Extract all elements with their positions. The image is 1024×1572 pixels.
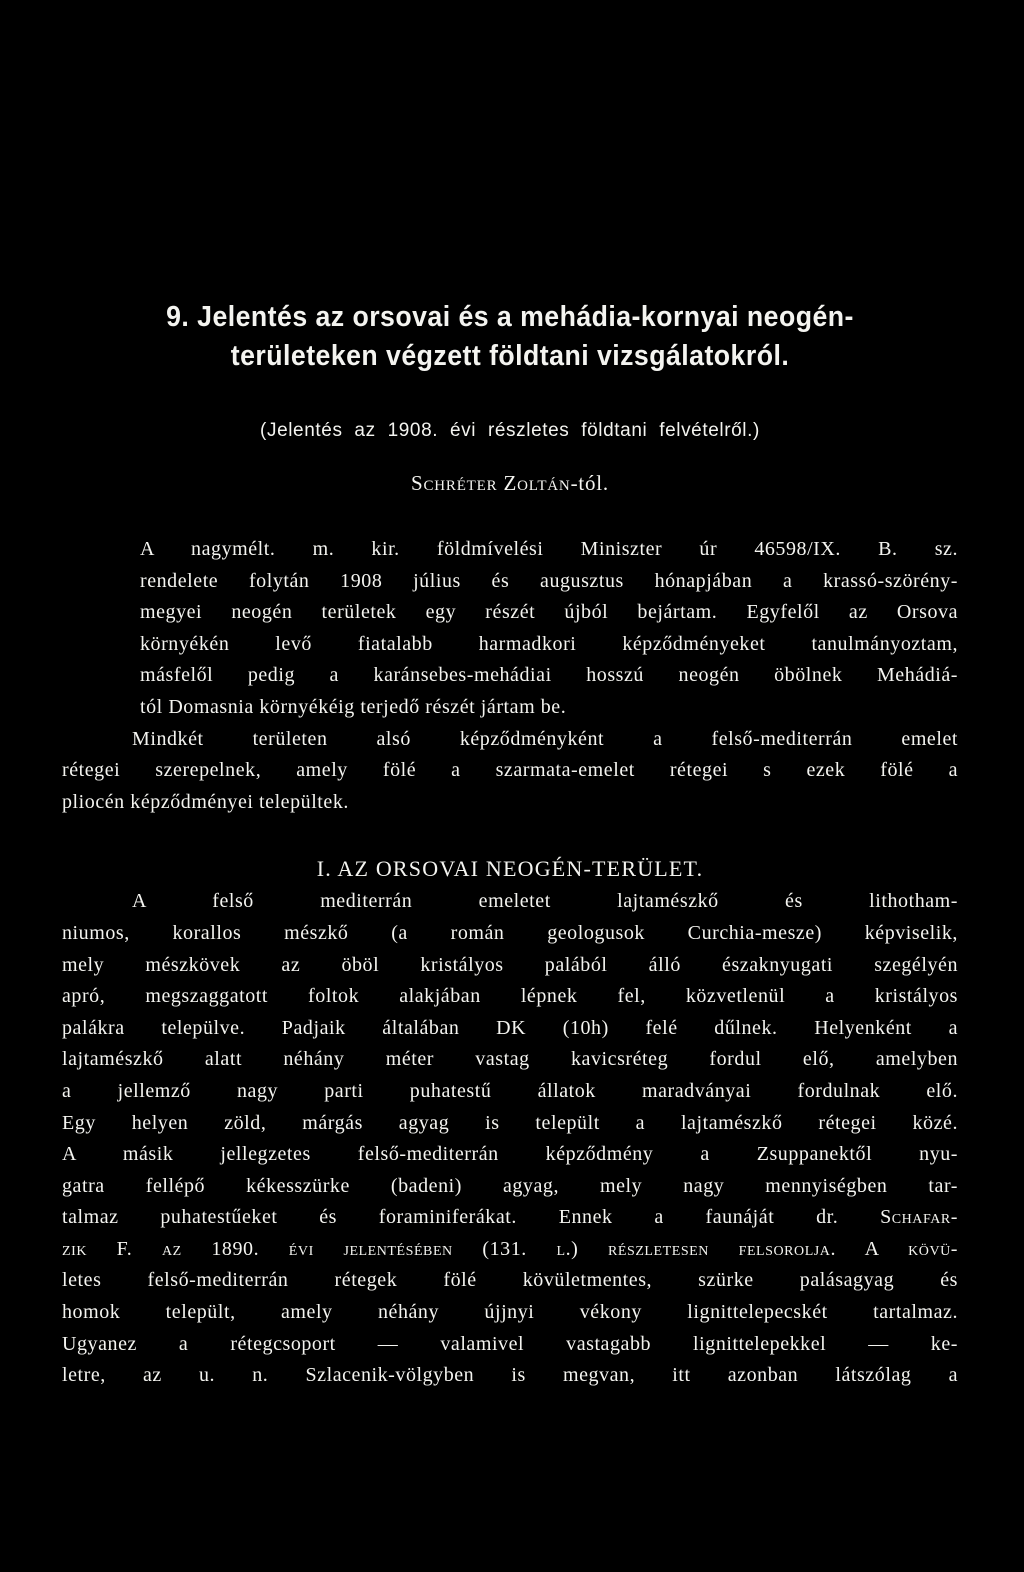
para3-line-10: gatra fellépő kékesszürke (badeni) agyag, mely nagy mennyiségben tar-: [62, 1174, 958, 1197]
para3-line-6: lajtamészkő alatt néhány méter vastag kavicsréteg fordul elő, amelyben: [62, 1048, 958, 1071]
title-line-1: 9. Jelentés az orsovai és a mehádia-kornyai neogén-: [166, 301, 854, 333]
paragraph-intro: [62, 534, 958, 724]
para3-line-14: homok települt, amely néhány újjnyi vékony lignittelepecskét tartalmaz.: [62, 1301, 958, 1324]
para1-line-3: megyei neogén területek egy részét újból bejártam. Egyfelől az Orsova: [140, 601, 958, 624]
para3-line-7: a jellemző nagy parti puhatestű állatok maradványai fordulnak elő.: [62, 1079, 958, 1102]
para3-line-12-text: zik F. az 1890. évi jelentésében (131. l.) részletesen felsorolja. A kövü-: [62, 1237, 958, 1260]
para1-line-5: másfelől pedig a karánsebes-mehádiai hosszú neogén öbölnek Mehádiá-: [140, 664, 958, 687]
para3-line-11-text: talmaz puhatestűeket és foraminiferákat. Ennek a faunáját dr.: [62, 1206, 839, 1229]
para1-line-2: rendelete folytán 1908 július és augusztus hónapjában a krassó-szörény-: [140, 569, 958, 592]
para3-line-12: [62, 1234, 958, 1266]
para3-line-3: mely mészkövek az öböl kristályos palából álló északnyugati szegélyén: [62, 953, 958, 976]
paragraph-strata: [62, 724, 958, 819]
para3-line-4: apró, megszaggatott foltok alakjában lépnek fel, közvetlenül a kristályos: [62, 985, 958, 1008]
para3-line-9: A másik jellegzetes felső-mediterrán képződmény a Zsuppanektől nyu-: [62, 1143, 958, 1166]
para2-line-2: rétegei szerepelnek, amely fölé a szarmata-emelet rétegei s ezek fölé a: [62, 759, 958, 782]
para3-line-1: A felső mediterrán emeletet lajtamészkő és lithotham-: [132, 890, 958, 913]
para2-line-1: Mindkét területen alsó képződményként a felső-mediterrán emelet: [132, 727, 958, 750]
para1-line-1: A nagymélt. m. kir. földmívelési Miniszter úr 46598/IX. B. sz.: [140, 538, 958, 560]
para3-line-5: palákra települve. Padjaik általában DK (10h) felé dűlnek. Helyenként a: [62, 1016, 958, 1039]
para1-line-4: környékén levő fiatalabb harmadkori képződményeket tanulmányoztam,: [140, 632, 958, 655]
report-subtitle: (Jelentés az 1908. évi részletes földtani felvételről.): [260, 420, 760, 441]
para1-line-6: tól Domasnia környékéig terjedő részét jártam be.: [140, 695, 567, 718]
author-line: [62, 471, 958, 496]
title-line-2: területeken végzett földtani vizsgálatokról.: [230, 340, 790, 372]
para3-line-13: letes felső-mediterrán rétegek fölé kövületmentes, szürke palásagyag és: [62, 1269, 958, 1292]
para2-line-3: pliocén képződményei települtek.: [62, 790, 349, 813]
document-title: [98, 298, 922, 376]
para3-line-8: Egy helyen zöld, márgás agyag is települt a lajtamészkő rétegei közé.: [62, 1111, 958, 1134]
section-heading: I. AZ ORSOVAI NEOGÉN-TERÜLET.: [316, 856, 704, 882]
para3-line-15: Ugyanez a rétegcsoport — valamivel vastagabb lignittelepekkel — ke-: [62, 1332, 958, 1355]
para3-line-16: letre, az u. n. Szlacenik-völgyben is megvan, itt azonban látszólag a: [62, 1364, 958, 1387]
para3-line-11: [62, 1202, 958, 1234]
document-page: [62, 298, 958, 1392]
author-ref-schafarzik: Schafar-: [880, 1206, 958, 1229]
author-surname: Schréter: [411, 471, 498, 495]
para3-line-2: niumos, korallos mészkő (a román geologusok Curchia-mesze) képviselik,: [62, 921, 958, 944]
author-suffix: -tól.: [570, 471, 609, 495]
paragraph-upper-mediterranean: [62, 886, 958, 1392]
author-given-name: Zoltán: [503, 471, 571, 495]
